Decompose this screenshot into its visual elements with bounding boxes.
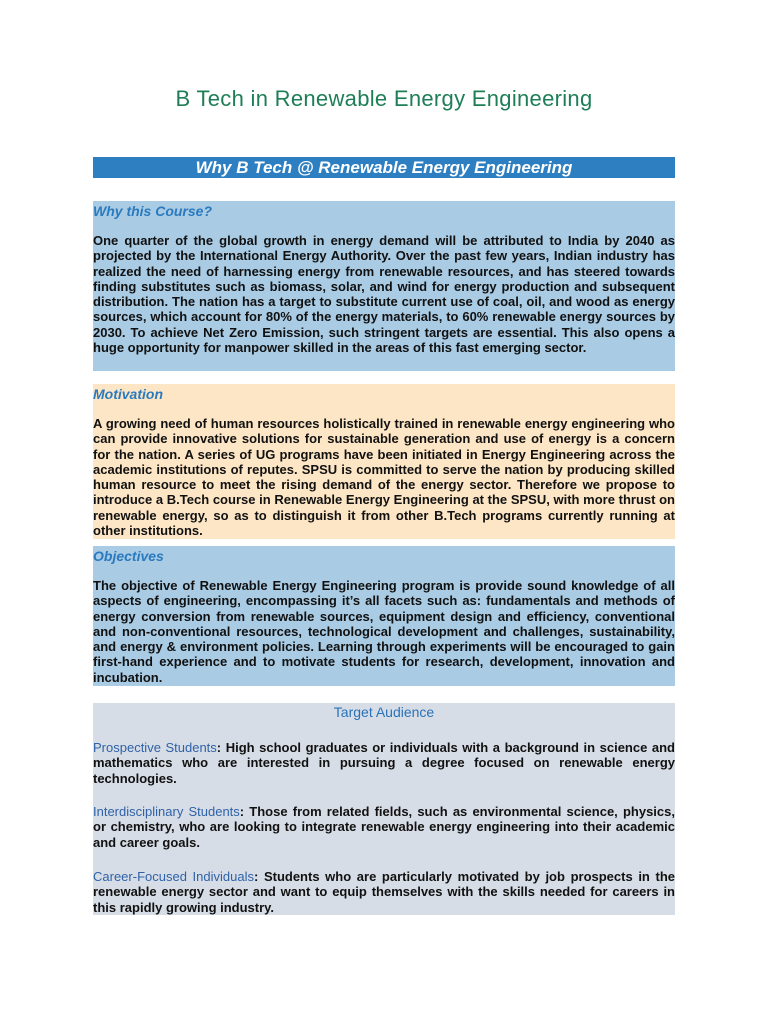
motivation-text: A growing need of human resources holistically trained in renewable energy engineering who can provide innovative solutions for sustainable generation and use of energy is a concern for the nation. A series of UG programs have been initiated in Energy Engineering across the academic institutions of reputes. SPSU is committed to serve the nation by producing skilled human resource to meet the rising demand of the energy sector. Therefore we propose to introduce a B.Tech course in Renewable Energy Engineering at the SPSU, with more thrust on renewable energy, so as to distinguish it from other B.Tech programs currently running at other institutions. [93, 416, 675, 539]
audience-term: Prospective Students [93, 740, 217, 755]
audience-term: Interdisciplinary Students [93, 804, 240, 819]
audience-description: Students who are particularly motivated by job prospects in the renewable energy sector and want to equip themselves with the skills needed for careers in this rapidly growing industry. [93, 869, 675, 915]
motivation-panel [93, 384, 675, 539]
audience-item-career-focused-individuals [93, 869, 675, 915]
audience-item-interdisciplinary-students [93, 804, 675, 850]
audience-item-prospective-students [93, 740, 675, 786]
audience-description: Those from related fields, such as environmental science, physics, or chemistry, who are looking to integrate renewable energy engineering into their academic and career goals. [93, 804, 675, 850]
objectives-heading: Objectives [93, 548, 164, 564]
objectives-panel [93, 546, 675, 686]
why-this-course-panel [93, 201, 675, 371]
target-audience-panel [93, 703, 675, 915]
audience-separator: : [239, 804, 250, 819]
objectives-text: The objective of Renewable Energy Engineering program is provide sound knowledge of all aspects of engineering, encompassing it’s all facets such as: fundamentals and methods of energy conversion from renewable sources, equipment design and efficiency, conventional and non-conventional resources, technological development and challenges, sustainability, and energy & environment policies. Learning through experiments will be encouraged to gain first-hand experience and to motivate students for research, development, innovation and incubation. [93, 578, 675, 685]
audience-separator: : [216, 740, 226, 755]
section-banner: Why B Tech @ Renewable Energy Engineering [93, 157, 675, 178]
audience-description: High school graduates or individuals with a background in science and mathematics who are interested in pursuing a degree focused on renewable energy technologies. [93, 740, 675, 786]
target-audience-heading: Target Audience [333, 704, 435, 720]
audience-separator: : [253, 869, 264, 884]
page-title: B Tech in Renewable Energy Engineering [175, 86, 593, 111]
why-this-course-heading: Why this Course? [93, 203, 213, 219]
motivation-heading: Motivation [93, 386, 163, 402]
why-this-course-text: One quarter of the global growth in energy demand will be attributed to India by 2040 as projected by the International Energy Authority. Over the past few years, Indian industry has realized the need of harnessing energy from renewable resources, and has steered towards finding substitutes such as biomass, solar, and wind for energy production and subsequent distribution. The nation has a target to substitute current use of coal, oil, and wood as energy sources, which account for 80% of the energy materials, to 60% renewable energy sources by 2030. To achieve Net Zero Emission, such stringent targets are essential. This also opens a huge opportunity for manpower skilled in the areas of this fast emerging sector. [93, 233, 675, 356]
audience-term: Career-Focused Individuals [93, 869, 254, 884]
